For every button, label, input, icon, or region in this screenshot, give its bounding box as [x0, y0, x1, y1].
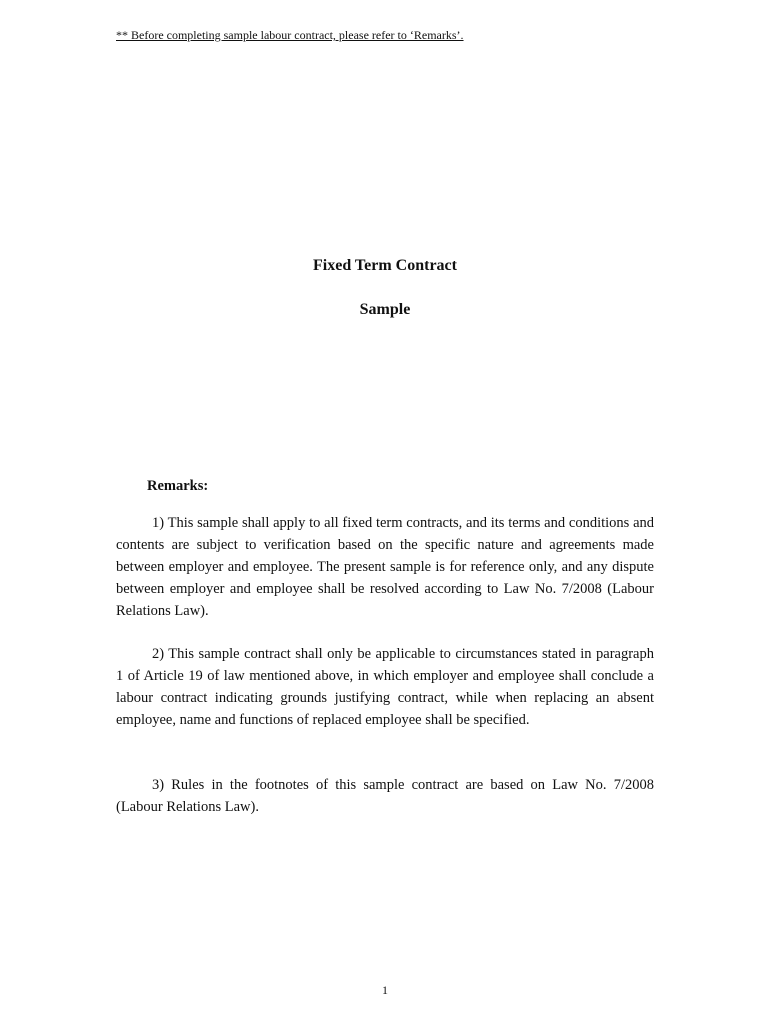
remark-paragraph-2: 2) This sample contract shall only be applicable to circumstances stated in paragraph 1 of Article 19 of law mentioned above, in which employer and employee shall conclude a labour contract indicating grounds justifying contract, while when replacing an absent employee, name and functions of replaced employee shall be specified.	[116, 646, 654, 728]
document-subtitle: Sample	[359, 301, 411, 318]
remarks-heading: Remarks:	[147, 478, 209, 494]
document-title: Fixed Term Contract	[313, 257, 457, 274]
top-note: ** Before completing sample labour contract, please refer to ‘Remarks’.	[116, 28, 464, 42]
page-number: 1	[382, 983, 388, 997]
remark-paragraph-1: 1) This sample shall apply to all fixed term contracts, and its terms and conditions and contents are subject to verification based on the specific nature and agreements made between employer and employee. The present sample is for reference only, and any dispute between employer and employee shall be resolved according to Law No. 7/2008 (Labour Relations Law).	[116, 515, 654, 619]
remark-paragraph-3: 3) Rules in the footnotes of this sample contract are based on Law No. 7/2008 (Labour Relations Law).	[116, 777, 654, 815]
